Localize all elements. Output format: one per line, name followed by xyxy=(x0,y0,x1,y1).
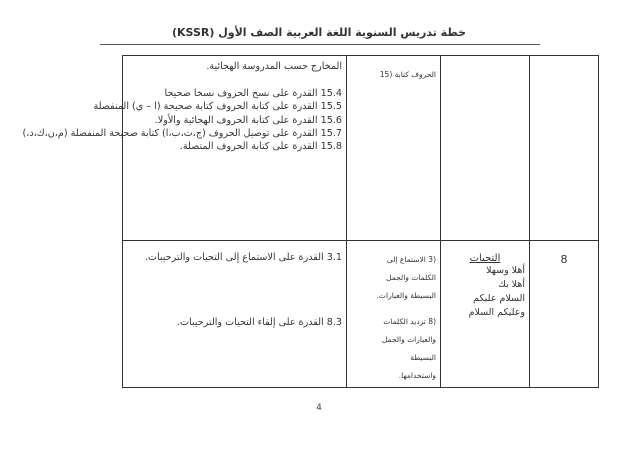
learning-standards-cell xyxy=(123,241,347,388)
standard-line: 8.3 القدرة على إلقاء التحيات والترحيبات. xyxy=(176,317,342,329)
page-number: 4 xyxy=(316,403,322,413)
standard-line: 15.4 القدرة على نسخ الحروف نسخا صحيحا xyxy=(164,88,342,100)
table-row xyxy=(123,241,599,388)
table-row xyxy=(123,56,599,241)
topic-line: وعليكم السلام xyxy=(468,307,525,318)
standard-line: 15.6 القدرة على كتابة الحروف الهجائية والأولا. xyxy=(154,114,342,126)
learning-standards-cell xyxy=(22,56,347,241)
cross-curricular-cell xyxy=(347,56,441,241)
week-cell xyxy=(530,56,599,241)
standard-line: المخارج حسب المدروسة الهجائية. xyxy=(206,61,342,72)
lesson-plan-table xyxy=(22,55,599,388)
week-cell xyxy=(530,241,599,388)
topic-line: السلام عليكم xyxy=(473,293,525,304)
topic-cell xyxy=(441,241,530,388)
cross-curricular-line: (3 الاستماع إلى xyxy=(386,255,436,264)
week-number: 8 xyxy=(560,253,568,266)
topic-cell xyxy=(441,56,530,241)
cross-curricular-line: (8 ترديد الكلمات xyxy=(383,317,436,326)
standard-line: 15.5 القدرة على كتابة الحروف كتابة صحيحة (ا – ي) المنفصلة xyxy=(93,101,342,113)
cross-curricular-line: والعبارات والجمل xyxy=(381,335,436,344)
cross-curricular-text: الحروف كتابة (15 xyxy=(379,70,436,79)
standard-line: 3.1 القدرة على الاستماع إلى التحيات والترحيبات. xyxy=(144,252,342,263)
topic-line: أهلا وسهلا xyxy=(486,265,525,276)
cross-curricular-line: البسيطة xyxy=(410,353,436,362)
cross-curricular-line: واستخدامها. xyxy=(398,371,436,380)
standard-line: 15.8 القدرة على كتابة الحروف المتصلة. xyxy=(179,141,342,153)
cross-curricular-cell xyxy=(347,241,441,388)
cross-curricular-line: الكلمات والجمل xyxy=(386,273,436,282)
cross-curricular-line: البسيطة والعبارات. xyxy=(376,291,436,300)
standard-line: 15.7 القدرة على توصيل الحروف (ج،ت،ب،ا) كتابة صحيحة المنفصلة (م،ن،ك،د،) xyxy=(22,127,342,139)
topic-title: التحيات xyxy=(469,253,501,264)
topic-line: أهلا بك xyxy=(498,279,525,290)
document-header: خطة تدريس السنوية اللغة العربية الصف الأول (KSSR) xyxy=(171,26,467,39)
header-divider xyxy=(100,44,540,45)
